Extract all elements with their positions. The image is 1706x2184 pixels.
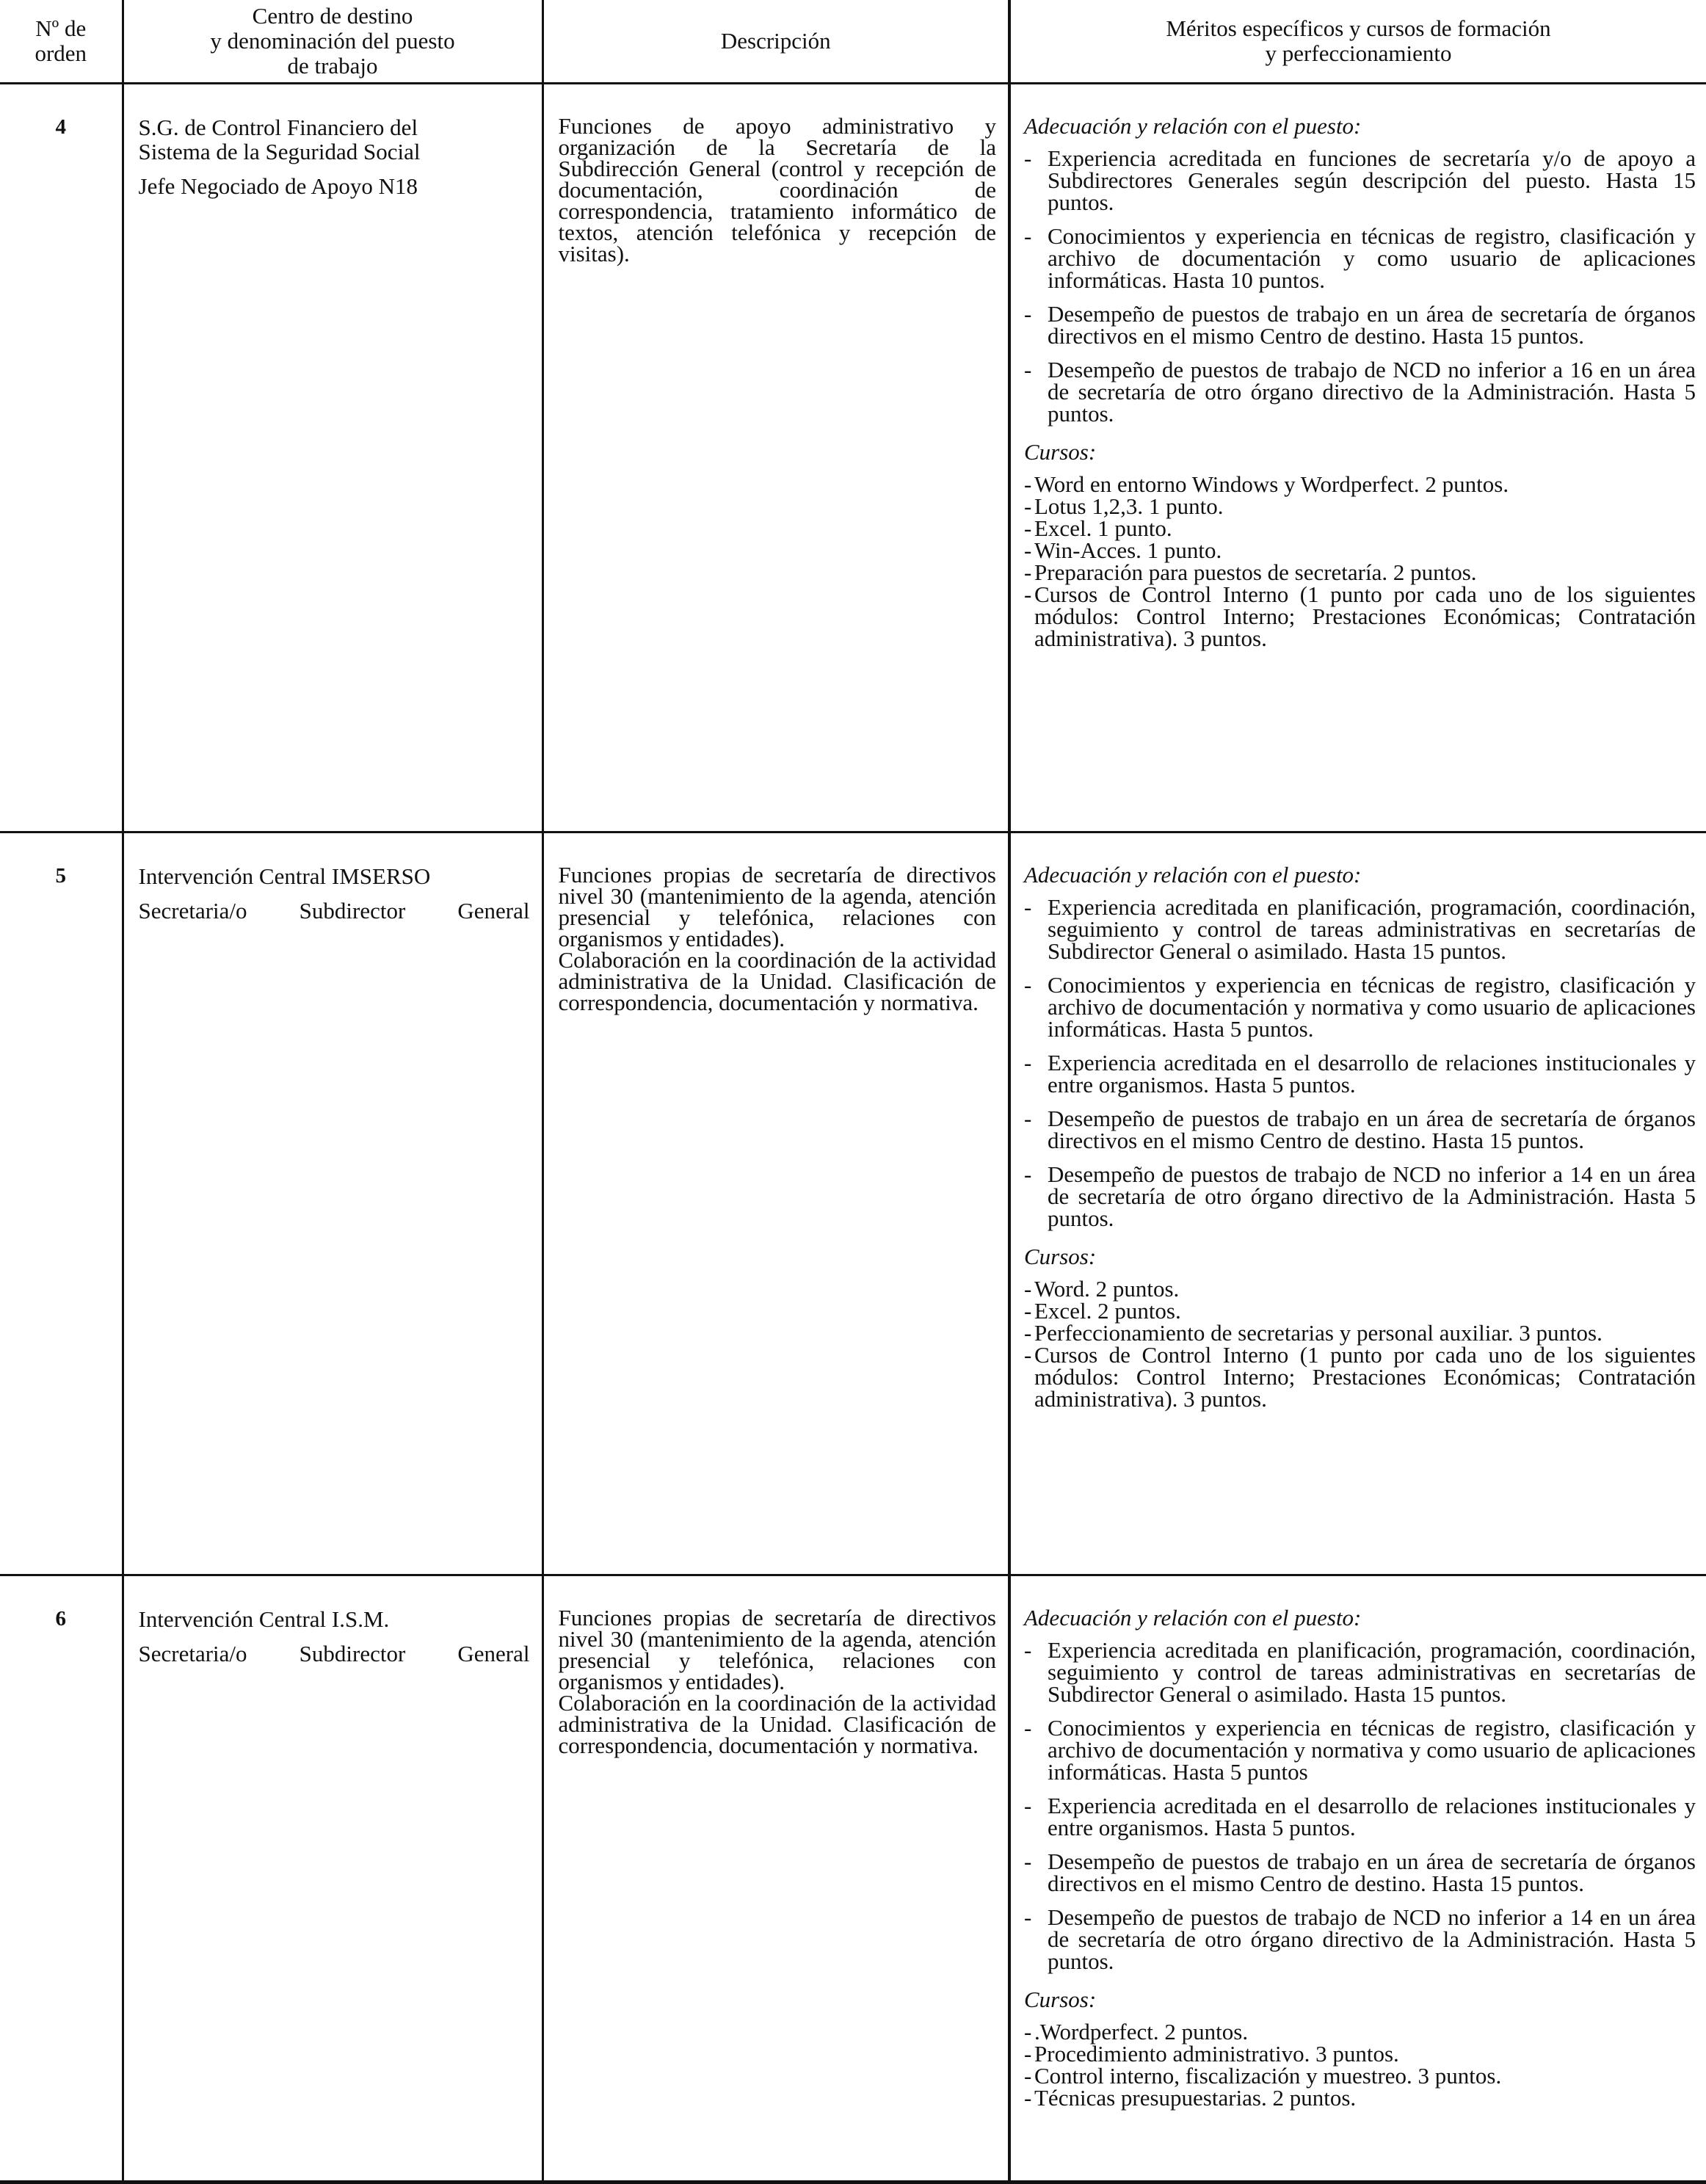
curso-item: - Procedimiento administrativo. 3 puntos. xyxy=(1024,2043,1696,2065)
curso-item: - Técnicas presupuestarias. 2 puntos. xyxy=(1024,2087,1696,2109)
merito-item: - Desempeño de puestos de trabajo en un área de secretaría de órganos directivos en el mismo Centro de destino. Hasta 15 puntos. xyxy=(1024,1108,1696,1152)
centro-name-line: Intervención Central IMSERSO xyxy=(138,863,431,889)
header-centro-line: y denominación del puesto xyxy=(210,28,455,54)
descripcion-paragraph: Funciones de apoyo administrativo y organización de la Secretaría de la Subdirección General (control y recepción de documentación, coordinación de correspondencia, tratamiento informático de textos, atención telefónica y recepción de visitas). xyxy=(558,113,996,266)
curso-item: - Word en entorno Windows y Wordperfect. 2 puntos. xyxy=(1024,474,1696,496)
descripcion-paragraph: Colaboración en la coordinación de la actividad administrativa de la Unidad. Clasificación de correspondencia, documentación y normativa. xyxy=(558,1690,996,1758)
entry-row xyxy=(0,84,1706,832)
entry-descripcion xyxy=(542,1575,1009,2183)
merito-item: - Conocimientos y experiencia en técnicas de registro, clasificación y archivo de documentación y como usuario de aplicaciones informáticas. Hasta 10 puntos. xyxy=(1024,225,1696,291)
curso-item: - Cursos de Control Interno (1 punto por cada uno de los siguientes módulos: Control Interno; Prestaciones Económicas; Contratación administrativa). 3 puntos. xyxy=(1024,1344,1696,1410)
merito-item: - Conocimientos y experiencia en técnicas de registro, clasificación y archivo de documentación y normativa y como usuario de aplicaciones informáticas. Hasta 5 puntos. xyxy=(1024,974,1696,1040)
merito-item: - Experiencia acreditada en el desarrollo de relaciones institucionales y entre organismos. Hasta 5 puntos. xyxy=(1024,1795,1696,1839)
merito-item: - Conocimientos y experiencia en técnicas de registro, clasificación y archivo de documentación y normativa y como usuario de aplicaciones informáticas. Hasta 5 puntos xyxy=(1024,1717,1696,1783)
curso-item: - Excel. 2 puntos. xyxy=(1024,1300,1696,1322)
curso-item: - .Wordperfect. 2 puntos. xyxy=(1024,2021,1696,2043)
descripcion-paragraph: Funciones propias de secretaría de directivos nivel 30 (mantenimiento de la agenda, atención presencial y telefónica, relaciones con organismos y entidades). xyxy=(558,1605,996,1694)
entry-num: 4 xyxy=(0,84,123,832)
header-centro xyxy=(123,0,542,84)
entry-centro xyxy=(123,1575,542,2183)
curso-item: - Word. 2 puntos. xyxy=(1024,1278,1696,1300)
merito-item: - Experiencia acreditada en el desarrollo de relaciones institucionales y entre organismos. Hasta 5 puntos. xyxy=(1024,1052,1696,1096)
merito-item: - Desempeño de puestos de trabajo en un área de secretaría de órganos directivos en el mismo Centro de destino. Hasta 15 puntos. xyxy=(1024,1851,1696,1895)
header-centro-line: Centro de destino xyxy=(252,3,413,29)
entry-centro xyxy=(123,832,542,1575)
curso-item: - Excel. 1 punto. xyxy=(1024,518,1696,540)
header-num-line: Nº de xyxy=(35,15,87,41)
header-num xyxy=(0,0,123,84)
entry-num: 5 xyxy=(0,832,123,1575)
entry-meritos xyxy=(1009,832,1706,1575)
centro-name-line: Intervención Central I.S.M. xyxy=(138,1606,390,1632)
descripcion-paragraph: Colaboración en la coordinación de la actividad administrativa de la Unidad. Clasificación de correspondencia, documentación y normativa. xyxy=(558,947,996,1015)
curso-item: - Control interno, fiscalización y muestreo. 3 puntos. xyxy=(1024,2065,1696,2087)
puesto-name: Secretaria/o Subdirector General xyxy=(138,1641,530,1666)
cursos-title: Cursos: xyxy=(1024,1244,1097,1269)
header-centro-line: de trabajo xyxy=(287,53,378,79)
merito-item: - Experiencia acreditada en planificación, programación, coordinación, seguimiento y control de tareas administrativas en secretarías de Subdirector General o asimilado. Hasta 15 puntos. xyxy=(1024,1639,1696,1705)
header-num-line: orden xyxy=(35,40,87,66)
centro-name-line: S.G. de Control Financiero del xyxy=(138,115,418,140)
curso-item: - Cursos de Control Interno (1 punto por cada uno de los siguientes módulos: Control Interno; Prestaciones Económicas; Contratación administrativa). 3 puntos. xyxy=(1024,584,1696,650)
merito-item: - Desempeño de puestos de trabajo en un área de secretaría de órganos directivos en el mismo Centro de destino. Hasta 15 puntos. xyxy=(1024,303,1696,347)
puesto-name: Jefe Negociado de Apoyo N18 xyxy=(138,173,418,199)
curso-item: - Win-Acces. 1 punto. xyxy=(1024,540,1696,562)
merito-item: - Desempeño de puestos de trabajo de NCD no inferior a 16 en un área de secretaría de otro órgano directivo de la Administración. Hasta 5 puntos. xyxy=(1024,359,1696,425)
merito-item: - Desempeño de puestos de trabajo de NCD no inferior a 14 en un área de secretaría de otro órgano directivo de la Administración. Hasta 5 puntos. xyxy=(1024,1907,1696,1973)
entry-centro xyxy=(123,84,542,832)
curso-item: - Perfeccionamiento de secretarias y personal auxiliar. 3 puntos. xyxy=(1024,1322,1696,1344)
header-row xyxy=(0,0,1706,84)
header-meritos xyxy=(1009,0,1706,84)
entry-row xyxy=(0,832,1706,1575)
puesto-name: Secretaria/o Subdirector General xyxy=(138,898,530,924)
merito-item: - Desempeño de puestos de trabajo de NCD no inferior a 14 en un área de secretaría de otro órgano directivo de la Administración. Hasta 5 puntos. xyxy=(1024,1164,1696,1230)
entry-row xyxy=(0,1575,1706,2183)
entry-meritos xyxy=(1009,84,1706,832)
centro-name-line: Sistema de la Seguridad Social xyxy=(138,139,421,164)
entry-descripcion xyxy=(542,84,1009,832)
curso-item: - Preparación para puestos de secretaría. 2 puntos. xyxy=(1024,562,1696,584)
entry-num: 6 xyxy=(0,1575,123,2183)
header-meritos-line: Méritos específicos y cursos de formación xyxy=(1166,15,1551,41)
cursos-title: Cursos: xyxy=(1024,1987,1097,2012)
curso-item: - Lotus 1,2,3. 1 punto. xyxy=(1024,496,1696,518)
merito-item: - Experiencia acreditada en planificación, programación, coordinación, seguimiento y control de tareas administrativas en secretarías de Subdirector General o asimilado. Hasta 15 puntos. xyxy=(1024,896,1696,962)
merito-item: - Experiencia acreditada en funciones de secretaría y/o de apoyo a Subdirectores Generales según descripción del puesto. Hasta 15 puntos. xyxy=(1024,148,1696,214)
header-descripcion xyxy=(542,0,1009,84)
header-descripcion-line: Descripción xyxy=(720,28,831,54)
adecuacion-title: Adecuación y relación con el puesto: xyxy=(1024,1605,1362,1630)
cursos-title: Cursos: xyxy=(1024,439,1097,465)
adecuacion-title: Adecuación y relación con el puesto: xyxy=(1024,862,1362,888)
entry-descripcion xyxy=(542,832,1009,1575)
header-meritos-line: y perfeccionamiento xyxy=(1265,40,1452,66)
adecuacion-title: Adecuación y relación con el puesto: xyxy=(1024,113,1362,139)
descripcion-paragraph: Funciones propias de secretaría de directivos nivel 30 (mantenimiento de la agenda, atención presencial y telefónica, relaciones con organismos y entidades). xyxy=(558,862,996,951)
entry-meritos xyxy=(1009,1575,1706,2183)
